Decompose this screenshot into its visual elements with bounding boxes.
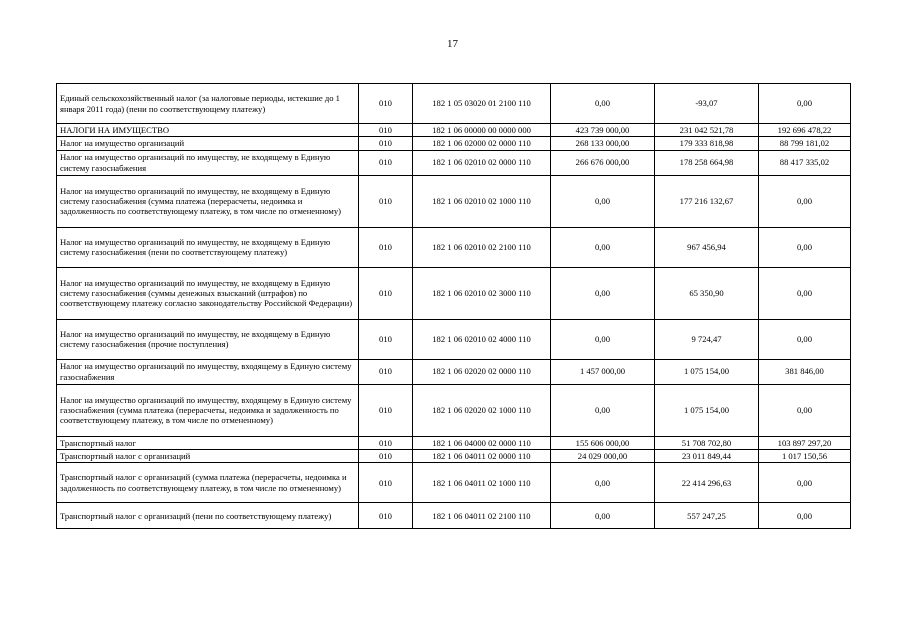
unexecuted-amount: 381 846,00 xyxy=(759,359,851,384)
line-code: 010 xyxy=(359,227,413,267)
budget-classification-code: 182 1 06 02000 02 0000 110 xyxy=(413,137,551,150)
executed-amount: 179 333 818,98 xyxy=(655,137,759,150)
budget-classification-code: 182 1 05 03020 01 2100 110 xyxy=(413,84,551,124)
budget-classification-code: 182 1 06 02010 02 2100 110 xyxy=(413,227,551,267)
table-row xyxy=(57,319,851,359)
line-item-name: Налог на имущество организаций по имуществу, входящему в Единую систему газоснабжения xyxy=(57,359,359,384)
executed-amount: 51 708 702,80 xyxy=(655,436,759,449)
unexecuted-amount: 0,00 xyxy=(759,84,851,124)
line-item-name: Транспортный налог xyxy=(57,436,359,449)
line-code: 010 xyxy=(359,124,413,137)
budget-classification-code: 182 1 06 02010 02 0000 110 xyxy=(413,150,551,175)
executed-amount: 1 075 154,00 xyxy=(655,384,759,436)
line-code: 010 xyxy=(359,436,413,449)
table-row xyxy=(57,124,851,137)
budget-classification-code: 182 1 06 04011 02 0000 110 xyxy=(413,449,551,462)
budget-classification-code: 182 1 06 02010 02 4000 110 xyxy=(413,319,551,359)
table-row xyxy=(57,137,851,150)
executed-amount: 1 075 154,00 xyxy=(655,359,759,384)
line-code: 010 xyxy=(359,449,413,462)
budget-classification-code: 182 1 06 02010 02 1000 110 xyxy=(413,175,551,227)
approved-amount: 0,00 xyxy=(551,267,655,319)
table-row xyxy=(57,227,851,267)
approved-amount: 0,00 xyxy=(551,463,655,503)
unexecuted-amount: 88 799 181,02 xyxy=(759,137,851,150)
executed-amount: 231 042 521,78 xyxy=(655,124,759,137)
approved-amount: 0,00 xyxy=(551,227,655,267)
budget-classification-code: 182 1 06 04000 02 0000 110 xyxy=(413,436,551,449)
line-item-name: Транспортный налог с организаций (пени по соответствующему платежу) xyxy=(57,503,359,529)
unexecuted-amount: 0,00 xyxy=(759,227,851,267)
line-item-name: Транспортный налог с организаций xyxy=(57,449,359,462)
table-row xyxy=(57,503,851,529)
unexecuted-amount: 0,00 xyxy=(759,463,851,503)
approved-amount: 0,00 xyxy=(551,84,655,124)
page-number: 17 xyxy=(447,38,458,50)
executed-amount: 178 258 664,98 xyxy=(655,150,759,175)
unexecuted-amount: 0,00 xyxy=(759,384,851,436)
executed-amount: 23 011 849,44 xyxy=(655,449,759,462)
budget-report-table xyxy=(56,83,851,529)
line-item-name: Единый сельскохозяйственный налог (за налоговые периоды, истекшие до 1 января 2011 года) (пени по соответствующему платежу) xyxy=(57,84,359,124)
budget-classification-code: 182 1 06 02010 02 3000 110 xyxy=(413,267,551,319)
line-code: 010 xyxy=(359,267,413,319)
line-code: 010 xyxy=(359,503,413,529)
unexecuted-amount: 1 017 150,56 xyxy=(759,449,851,462)
approved-amount: 0,00 xyxy=(551,319,655,359)
unexecuted-amount: 0,00 xyxy=(759,503,851,529)
line-code: 010 xyxy=(359,175,413,227)
approved-amount: 24 029 000,00 xyxy=(551,449,655,462)
unexecuted-amount: 0,00 xyxy=(759,267,851,319)
budget-classification-code: 182 1 06 00000 00 0000 000 xyxy=(413,124,551,137)
table-row xyxy=(57,463,851,503)
executed-amount: 9 724,47 xyxy=(655,319,759,359)
unexecuted-amount: 88 417 335,02 xyxy=(759,150,851,175)
table-row xyxy=(57,150,851,175)
executed-amount: 967 456,94 xyxy=(655,227,759,267)
approved-amount: 423 739 000,00 xyxy=(551,124,655,137)
approved-amount: 0,00 xyxy=(551,175,655,227)
budget-classification-code: 182 1 06 04011 02 1000 110 xyxy=(413,463,551,503)
approved-amount: 0,00 xyxy=(551,503,655,529)
table-row xyxy=(57,384,851,436)
line-item-name: Налог на имущество организаций по имуществу, не входящему в Единую систему газоснабжения xyxy=(57,150,359,175)
unexecuted-amount: 0,00 xyxy=(759,175,851,227)
executed-amount: -93,07 xyxy=(655,84,759,124)
approved-amount: 1 457 000,00 xyxy=(551,359,655,384)
line-code: 010 xyxy=(359,384,413,436)
executed-amount: 557 247,25 xyxy=(655,503,759,529)
approved-amount: 0,00 xyxy=(551,384,655,436)
approved-amount: 155 606 000,00 xyxy=(551,436,655,449)
table-row xyxy=(57,359,851,384)
executed-amount: 22 414 296,63 xyxy=(655,463,759,503)
line-code: 010 xyxy=(359,463,413,503)
budget-classification-code: 182 1 06 02020 02 0000 110 xyxy=(413,359,551,384)
table-row xyxy=(57,436,851,449)
line-code: 010 xyxy=(359,137,413,150)
unexecuted-amount: 0,00 xyxy=(759,319,851,359)
line-item-name: Транспортный налог с организаций (сумма платежа (перерасчеты, недоимка и задолженность по соответствующему платежу, в том числе по отмененному) xyxy=(57,463,359,503)
line-code: 010 xyxy=(359,319,413,359)
executed-amount: 65 350,90 xyxy=(655,267,759,319)
line-item-name: Налог на имущество организаций по имуществу, не входящему в Единую систему газоснабжения (пени по соответствующему платежу) xyxy=(57,227,359,267)
table-row xyxy=(57,449,851,462)
line-code: 010 xyxy=(359,359,413,384)
line-code: 010 xyxy=(359,150,413,175)
table-row xyxy=(57,84,851,124)
line-code: 010 xyxy=(359,84,413,124)
table-row xyxy=(57,175,851,227)
budget-classification-code: 182 1 06 02020 02 1000 110 xyxy=(413,384,551,436)
approved-amount: 266 676 000,00 xyxy=(551,150,655,175)
line-item-name: Налог на имущество организаций по имуществу, не входящему в Единую систему газоснабжения (прочие поступления) xyxy=(57,319,359,359)
line-item-name: Налог на имущество организаций по имуществу, не входящему в Единую систему газоснабжения (суммы денежных взысканий (штрафов) по соответствующему платежу согласно законодательству Российской Федерации) xyxy=(57,267,359,319)
line-item-name: Налог на имущество организаций xyxy=(57,137,359,150)
line-item-name: НАЛОГИ НА ИМУЩЕСТВО xyxy=(57,124,359,137)
approved-amount: 268 133 000,00 xyxy=(551,137,655,150)
line-item-name: Налог на имущество организаций по имуществу, не входящему в Единую систему газоснабжения (сумма платежа (перерасчеты, недоимка и задолженность по соответствующему платежу, в том числе по отмененному) xyxy=(57,175,359,227)
budget-classification-code: 182 1 06 04011 02 2100 110 xyxy=(413,503,551,529)
line-item-name: Налог на имущество организаций по имуществу, входящему в Единую систему газоснабжения (сумма платежа (перерасчеты, недоимка и задолженность по соответствующему платежу, в том числе по отмененному) xyxy=(57,384,359,436)
unexecuted-amount: 192 696 478,22 xyxy=(759,124,851,137)
table-row xyxy=(57,267,851,319)
executed-amount: 177 216 132,67 xyxy=(655,175,759,227)
unexecuted-amount: 103 897 297,20 xyxy=(759,436,851,449)
report-table-body xyxy=(57,84,851,529)
